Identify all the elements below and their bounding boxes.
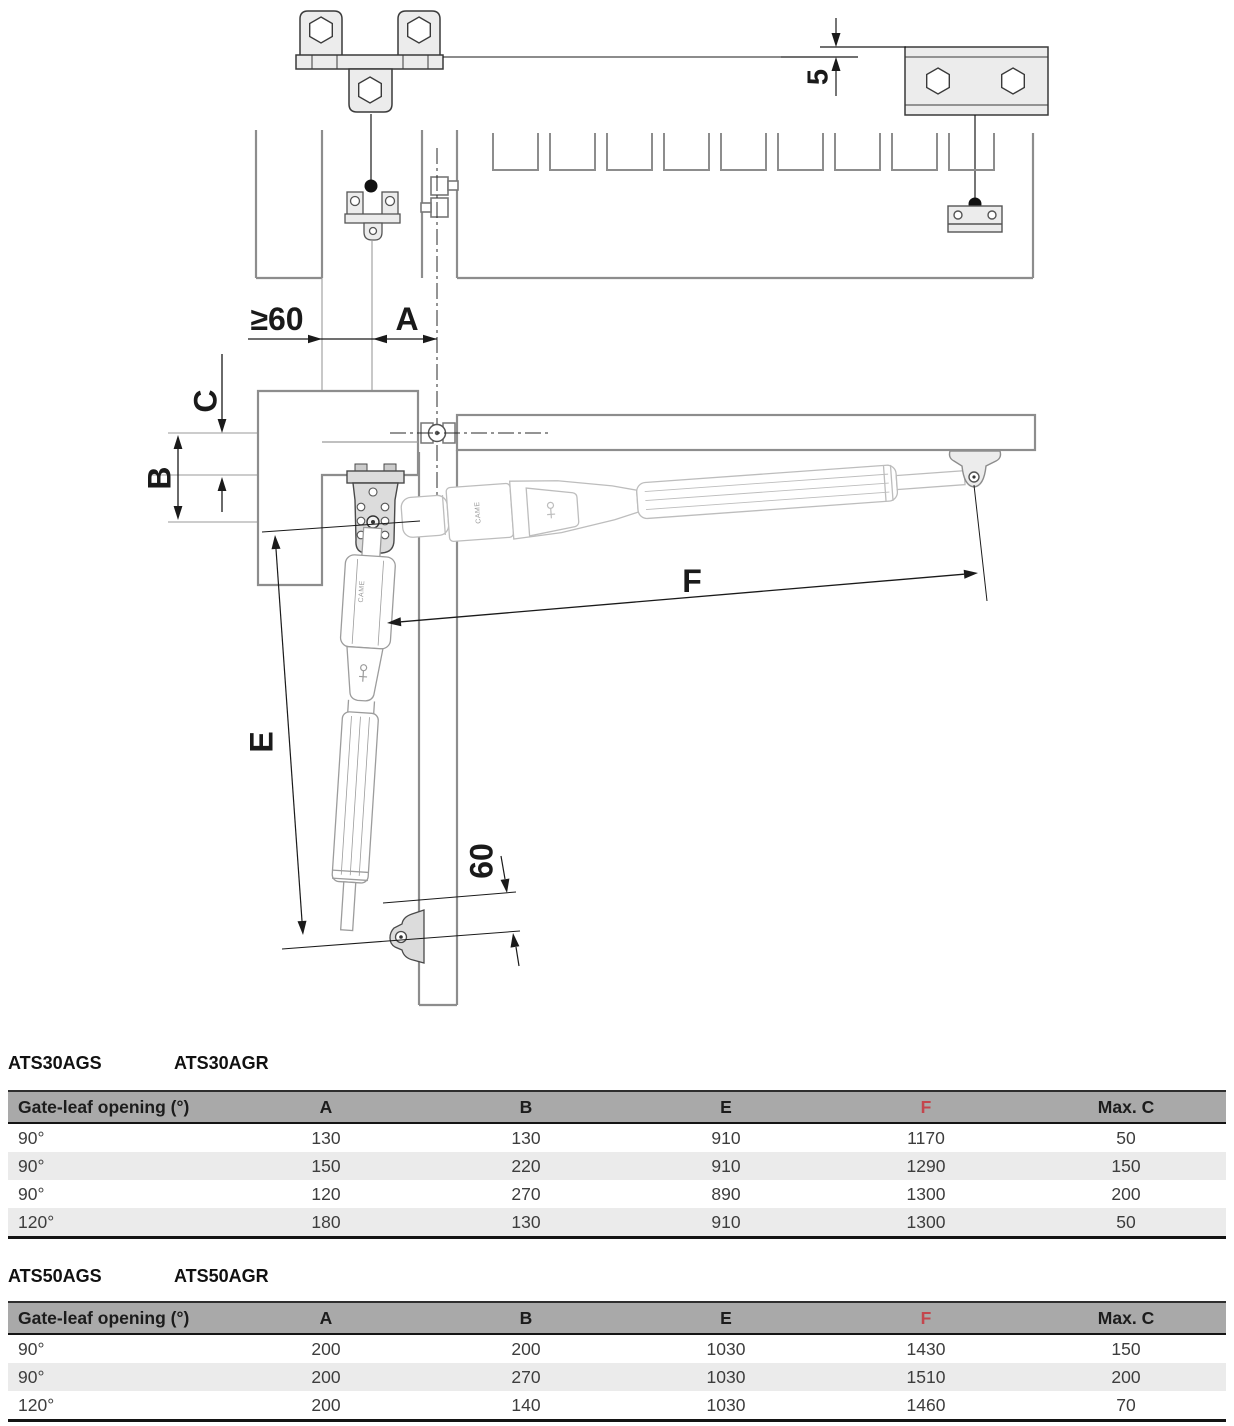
came-logo: CAME bbox=[474, 501, 483, 524]
front-bracket-plan bbox=[390, 910, 424, 963]
front-bracket-detail bbox=[296, 11, 443, 112]
table-cell: 1170 bbox=[907, 1127, 945, 1148]
dimension-5 bbox=[781, 18, 906, 96]
table-cell: 1300 bbox=[906, 1211, 946, 1232]
table-cell: 90° bbox=[18, 1155, 45, 1176]
table-cell: 1460 bbox=[906, 1394, 946, 1415]
table-cell: 890 bbox=[711, 1183, 741, 1204]
table-cell: 220 bbox=[511, 1155, 541, 1176]
table-cell: 1290 bbox=[906, 1155, 946, 1176]
table-cell: 90° bbox=[18, 1338, 45, 1359]
table-cell: 150 bbox=[311, 1155, 341, 1176]
table-cell: 200 bbox=[1111, 1183, 1141, 1204]
dim-clearance-label: ≥60 bbox=[250, 301, 304, 337]
column-header: Gate-leaf opening (°) bbox=[8, 1302, 226, 1334]
table-cell: 150 bbox=[1111, 1338, 1141, 1359]
spec-table-ats50 bbox=[8, 1301, 1226, 1422]
table-cell: 1510 bbox=[906, 1366, 946, 1387]
leader-dot bbox=[365, 180, 378, 193]
table-cell: 150 bbox=[1111, 1155, 1141, 1176]
table-cell: 1030 bbox=[706, 1338, 746, 1359]
table-cell: 90° bbox=[18, 1127, 45, 1148]
table-cell: 90° bbox=[18, 1183, 45, 1204]
hex-bolt-icon bbox=[310, 17, 333, 43]
column-header: A bbox=[226, 1091, 426, 1123]
gate-pickets bbox=[493, 133, 994, 170]
table-row bbox=[8, 1208, 1226, 1238]
table-row bbox=[8, 1391, 1226, 1421]
column-header: F bbox=[826, 1302, 1026, 1334]
column-header: Max. C bbox=[1026, 1091, 1226, 1123]
column-header: Gate-leaf opening (°) bbox=[8, 1091, 226, 1123]
model-name: ATS50AGR bbox=[174, 1266, 269, 1286]
table-cell: 200 bbox=[311, 1366, 341, 1387]
table-cell: 910 bbox=[711, 1127, 741, 1148]
table-cell: 270 bbox=[511, 1183, 541, 1204]
table-cell: 70 bbox=[1116, 1394, 1136, 1415]
table-cell: 120° bbox=[18, 1394, 55, 1415]
rear-bracket-on-gate bbox=[948, 206, 1002, 232]
dim-e-label: E bbox=[243, 731, 280, 753]
came-logo: CAME bbox=[357, 580, 367, 603]
front-bracket-on-gate bbox=[345, 192, 400, 240]
model-name: ATS30AGS bbox=[8, 1053, 102, 1073]
table-cell: 50 bbox=[1116, 1211, 1136, 1232]
dim-5-label: 5 bbox=[802, 68, 835, 86]
dim-c-label: C bbox=[187, 389, 224, 413]
column-header: B bbox=[426, 1302, 626, 1334]
actuator-closed-position bbox=[322, 526, 398, 931]
dimension-clearance-and-a bbox=[248, 301, 437, 343]
table-row bbox=[8, 1180, 1226, 1208]
hex-bolt-icon bbox=[1002, 68, 1025, 94]
table-row bbox=[8, 1363, 1226, 1391]
hex-bolt-icon bbox=[927, 68, 950, 94]
hinge-elevation bbox=[421, 177, 458, 217]
model-name: ATS30AGR bbox=[174, 1053, 269, 1073]
table-cell: 200 bbox=[311, 1338, 341, 1359]
table-cell: 1030 bbox=[706, 1366, 746, 1387]
table-cell: 200 bbox=[511, 1338, 541, 1359]
dim-f-label: F bbox=[682, 563, 702, 599]
spec-table-ats30 bbox=[8, 1090, 1226, 1239]
table-cell: 120° bbox=[18, 1211, 55, 1232]
table-cell: 180 bbox=[311, 1211, 341, 1232]
actuator-open-position bbox=[400, 448, 978, 547]
column-header: Max. C bbox=[1026, 1302, 1226, 1334]
hex-bolt-icon bbox=[408, 17, 431, 43]
table-header-row bbox=[8, 1091, 1226, 1123]
table-cell: 1430 bbox=[906, 1338, 946, 1359]
rear-plate-detail bbox=[905, 47, 1048, 115]
table-cell: 1030 bbox=[706, 1394, 746, 1415]
table-row bbox=[8, 1334, 1226, 1363]
table-cell: 1300 bbox=[906, 1183, 946, 1204]
column-header: F bbox=[826, 1091, 1026, 1123]
table-cell: 140 bbox=[511, 1394, 541, 1415]
dim-b-label: B bbox=[141, 466, 178, 490]
dimension-b bbox=[142, 435, 183, 520]
table-cell: 200 bbox=[1111, 1366, 1141, 1387]
table-cell: 130 bbox=[511, 1211, 541, 1232]
table-cell: 270 bbox=[511, 1366, 541, 1387]
table-row bbox=[8, 1152, 1226, 1180]
column-header: B bbox=[426, 1091, 626, 1123]
table-cell: 130 bbox=[511, 1127, 541, 1148]
table-row bbox=[8, 1123, 1226, 1152]
table-cell: 910 bbox=[711, 1211, 741, 1232]
gate-leaf-closed bbox=[457, 415, 1035, 450]
hex-bolt-icon bbox=[359, 77, 382, 103]
model-name: ATS50AGS bbox=[8, 1266, 102, 1286]
column-header: E bbox=[626, 1091, 826, 1123]
table-cell: 200 bbox=[311, 1394, 341, 1415]
table-cell: 90° bbox=[18, 1366, 45, 1387]
column-header: A bbox=[226, 1302, 426, 1334]
table-header-row bbox=[8, 1302, 1226, 1334]
table-cell: 50 bbox=[1116, 1127, 1136, 1148]
table-cell: 910 bbox=[711, 1155, 741, 1176]
dim-60-label: 60 bbox=[463, 843, 500, 879]
column-header: E bbox=[626, 1302, 826, 1334]
table-cell: 120 bbox=[311, 1183, 341, 1204]
table-cell: 130 bbox=[311, 1127, 341, 1148]
dim-a-label: A bbox=[395, 301, 419, 337]
